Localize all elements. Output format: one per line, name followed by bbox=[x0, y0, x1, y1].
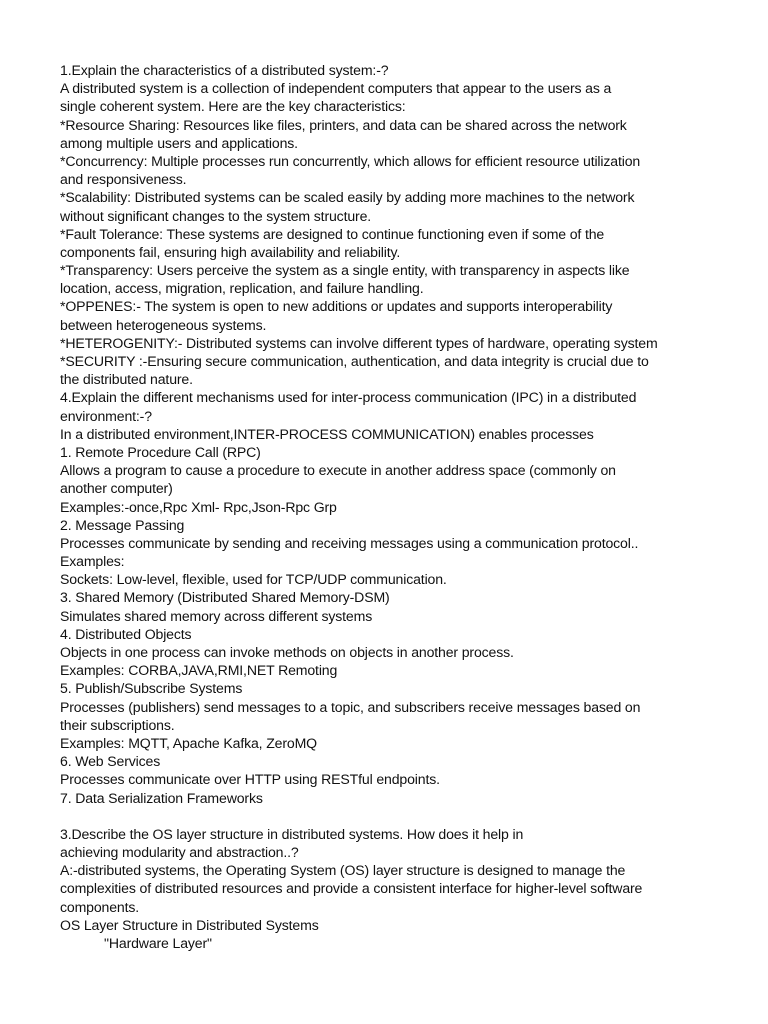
text-line: *Resource Sharing: Resources like files, printers, and data can be shared across the network bbox=[60, 116, 627, 133]
text-line: single coherent system. Here are the key characteristics: bbox=[60, 98, 406, 115]
text-line: In a distributed environment,INTER-PROCESS COMMUNICATION) enables processes bbox=[60, 425, 594, 442]
text-line: Objects in one process can invoke methods on objects in another process. bbox=[60, 644, 514, 660]
list-item-heading: 6. Web Services bbox=[60, 753, 161, 770]
text-line: components. bbox=[60, 898, 140, 915]
text-line: *Fault Tolerance: These systems are designed to continue functioning even if some of the bbox=[60, 225, 605, 242]
list-item-heading: 3. Shared Memory (Distributed Shared Memory-DSM) bbox=[60, 589, 390, 606]
text-line: Sockets: Low-level, flexible, used for TCP/UDP communication. bbox=[60, 571, 447, 588]
list-item-heading: 7. Data Serialization Frameworks bbox=[60, 789, 263, 806]
text-line: *Scalability: Distributed systems can be scaled easily by adding more machines to the network bbox=[60, 189, 635, 206]
text-line: Processes communicate by sending and receiving messages using a communication protocol.. bbox=[60, 534, 639, 551]
text-line: *SECURITY :-Ensuring secure communication, authentication, and data integrity is crucial due to bbox=[60, 353, 649, 369]
list-item-heading: 2. Message Passing bbox=[60, 516, 185, 533]
text-line: the distributed nature. bbox=[60, 371, 193, 388]
text-line: and responsiveness. bbox=[60, 171, 187, 188]
text-line: *Transparency: Users perceive the system as a single entity, with transparency in aspects like bbox=[60, 262, 630, 279]
text-line: Processes (publishers) send messages to a topic, and subscribers receive messages based on bbox=[60, 698, 641, 715]
text-line: between heterogeneous systems. bbox=[60, 316, 267, 333]
text-line: location, access, migration, replication, and failure handling. bbox=[60, 280, 424, 297]
text-line: Allows a program to cause a procedure to execute in another address space (commonly on bbox=[60, 462, 616, 479]
text-line: *Concurrency: Multiple processes run concurrently, which allows for efficient resource utilization bbox=[60, 152, 641, 169]
text-line: achieving modularity and abstraction..? bbox=[60, 844, 299, 861]
text-line: their subscriptions. bbox=[60, 716, 175, 733]
text-line: *HETEROGENITY:- Distributed systems can involve different types of hardware, operating system bbox=[60, 334, 658, 351]
text-line: Processes communicate over HTTP using RESTful endpoints. bbox=[60, 771, 440, 788]
text-line: Examples: CORBA,JAVA,RMI,NET Remoting bbox=[60, 662, 338, 679]
text-line: *OPPENES:- The system is open to new additions or updates and supports interoperability bbox=[60, 298, 613, 315]
text-line: Examples:-once,Rpc Xml- Rpc,Json-Rpc Grp bbox=[60, 498, 337, 515]
text-line: Examples: bbox=[60, 553, 125, 570]
text-line: A distributed system is a collection of independent computers that appear to the users as a bbox=[60, 80, 612, 97]
question-heading: 4.Explain the different mechanisms used for inter-process communication (IPC) in a distributed bbox=[60, 389, 637, 406]
list-item-heading: 4. Distributed Objects bbox=[60, 625, 192, 642]
text-line: A:-distributed systems, the Operating System (OS) layer structure is designed to manage the bbox=[60, 862, 626, 879]
question-heading: 1.Explain the characteristics of a distributed system:-? bbox=[60, 62, 389, 78]
blank-line bbox=[60, 807, 728, 825]
text-line: OS Layer Structure in Distributed Systems bbox=[60, 916, 319, 933]
text-line: among multiple users and applications. bbox=[60, 134, 298, 151]
text-line: Examples: MQTT, Apache Kafka, ZeroMQ bbox=[60, 734, 317, 751]
text-line: complexities of distributed resources and provide a consistent interface for higher-level software bbox=[60, 880, 643, 897]
text-line: Simulates shared memory across different systems bbox=[60, 607, 373, 624]
question-heading: 3.Describe the OS layer structure in distributed systems. How does it help in bbox=[60, 825, 524, 842]
text-line: components fail, ensuring high availability and reliability. bbox=[60, 243, 401, 260]
list-item-heading: 1. Remote Procedure Call (RPC) bbox=[60, 443, 261, 460]
text-line: without significant changes to the system structure. bbox=[60, 207, 372, 224]
text-line: "Hardware Layer" bbox=[104, 935, 212, 951]
text-line: environment:-? bbox=[60, 407, 152, 424]
list-item-heading: 5. Publish/Subscribe Systems bbox=[60, 680, 243, 697]
text-line: another computer) bbox=[60, 480, 173, 497]
